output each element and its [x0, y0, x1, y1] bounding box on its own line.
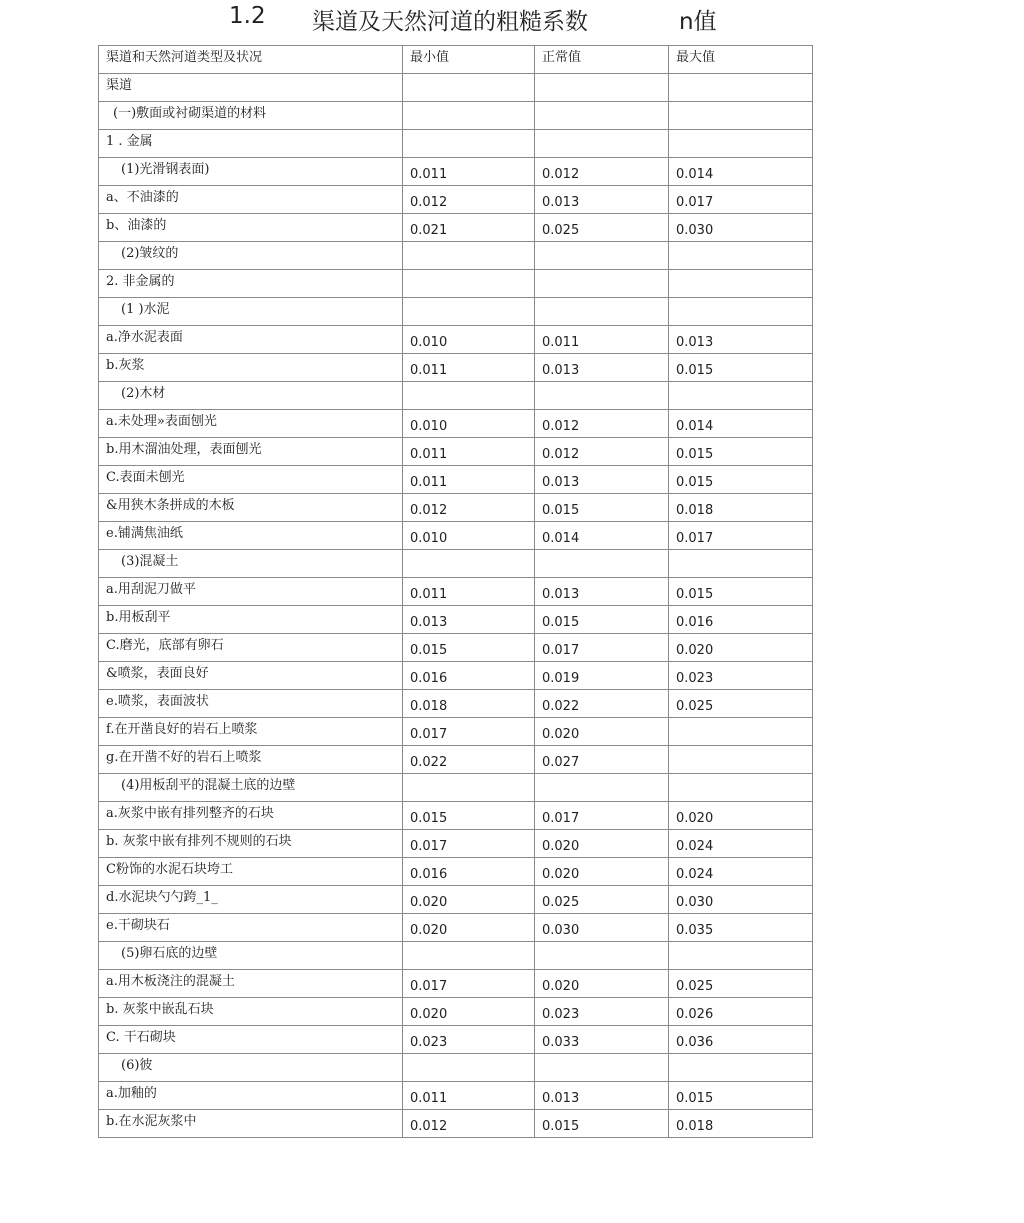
row-max-value: 0.018 — [669, 494, 813, 522]
row-normal-value: 0.027 — [535, 746, 669, 774]
table-row — [99, 466, 813, 494]
page-title — [0, 0, 1024, 40]
row-label: e.喷浆，表面波状 — [99, 690, 403, 718]
row-label: (1)光滑钢表面) — [99, 158, 403, 186]
table-row — [99, 494, 813, 522]
row-normal-value: 0.013 — [535, 1082, 669, 1110]
row-max-value — [669, 130, 813, 158]
table-row — [99, 354, 813, 382]
row-label: 渠道 — [99, 74, 403, 102]
row-normal-value: 0.033 — [535, 1026, 669, 1054]
row-max-value: 0.015 — [669, 354, 813, 382]
row-max-value: 0.026 — [669, 998, 813, 1026]
row-normal-value: 0.015 — [535, 1110, 669, 1138]
row-min-value — [403, 942, 535, 970]
table-row — [99, 410, 813, 438]
row-min-value: 0.015 — [403, 634, 535, 662]
table-row — [99, 970, 813, 998]
row-max-value: 0.035 — [669, 914, 813, 942]
row-normal-value: 0.020 — [535, 970, 669, 998]
row-min-value — [403, 382, 535, 410]
row-max-value: 0.025 — [669, 970, 813, 998]
row-min-value: 0.011 — [403, 466, 535, 494]
row-min-value: 0.011 — [403, 1082, 535, 1110]
row-min-value: 0.023 — [403, 1026, 535, 1054]
row-min-value: 0.010 — [403, 522, 535, 550]
row-normal-value: 0.023 — [535, 998, 669, 1026]
row-max-value — [669, 942, 813, 970]
row-normal-value: 0.017 — [535, 634, 669, 662]
row-min-value: 0.012 — [403, 186, 535, 214]
table-row — [99, 690, 813, 718]
row-min-value: 0.011 — [403, 578, 535, 606]
row-label: C粉饰的水泥石块垮工 — [99, 858, 403, 886]
row-min-value: 0.017 — [403, 970, 535, 998]
row-normal-value — [535, 130, 669, 158]
row-min-value: 0.018 — [403, 690, 535, 718]
row-max-value: 0.013 — [669, 326, 813, 354]
row-normal-value: 0.012 — [535, 158, 669, 186]
table-row — [99, 634, 813, 662]
row-label: a.净水泥表面 — [99, 326, 403, 354]
row-normal-value: 0.012 — [535, 410, 669, 438]
table-row — [99, 1110, 813, 1138]
table-row — [99, 914, 813, 942]
row-normal-value — [535, 774, 669, 802]
table-row — [99, 774, 813, 802]
row-label: 2. 非金属的 — [99, 270, 403, 298]
row-label: (6)彼 — [99, 1054, 403, 1082]
row-normal-value — [535, 1054, 669, 1082]
row-max-value: 0.020 — [669, 634, 813, 662]
row-max-value — [669, 242, 813, 270]
row-max-value: 0.025 — [669, 690, 813, 718]
row-max-value — [669, 746, 813, 774]
table-row — [99, 662, 813, 690]
row-min-value: 0.013 — [403, 606, 535, 634]
row-min-value: 0.017 — [403, 830, 535, 858]
row-max-value: 0.016 — [669, 606, 813, 634]
table-row — [99, 522, 813, 550]
row-min-value — [403, 74, 535, 102]
table-row — [99, 886, 813, 914]
row-label: a.灰浆中嵌有排列整齐的石块 — [99, 802, 403, 830]
table-row — [99, 606, 813, 634]
title-text: 渠道及天然河道的粗糙系数 — [312, 9, 588, 35]
title-symbol: n值 — [679, 9, 717, 35]
row-min-value: 0.011 — [403, 354, 535, 382]
row-max-value: 0.015 — [669, 438, 813, 466]
row-max-value — [669, 74, 813, 102]
row-normal-value: 0.020 — [535, 830, 669, 858]
row-label: 1 . 金属 — [99, 130, 403, 158]
row-normal-value — [535, 942, 669, 970]
row-label: (3)混凝土 — [99, 550, 403, 578]
row-label: a.加釉的 — [99, 1082, 403, 1110]
row-min-value: 0.022 — [403, 746, 535, 774]
row-min-value: 0.021 — [403, 214, 535, 242]
table-row — [99, 270, 813, 298]
table-row — [99, 186, 813, 214]
table-row — [99, 1054, 813, 1082]
table-body — [99, 74, 813, 1138]
header-normal: 正常值 — [535, 46, 669, 74]
row-label: b、油漆的 — [99, 214, 403, 242]
row-min-value: 0.016 — [403, 858, 535, 886]
row-normal-value — [535, 74, 669, 102]
row-label: b.灰浆 — [99, 354, 403, 382]
row-label: (一)敷面或衬砌渠道的材料 — [99, 102, 403, 130]
row-max-value: 0.024 — [669, 858, 813, 886]
title-number: 1.2 — [229, 3, 266, 29]
table-row — [99, 158, 813, 186]
row-max-value: 0.014 — [669, 410, 813, 438]
row-normal-value — [535, 270, 669, 298]
row-label: (2)木材 — [99, 382, 403, 410]
table-row — [99, 298, 813, 326]
header-type: 渠道和天然河道类型及状况 — [99, 46, 403, 74]
row-min-value: 0.020 — [403, 914, 535, 942]
row-label: e.干砌块石 — [99, 914, 403, 942]
row-max-value — [669, 102, 813, 130]
row-normal-value — [535, 242, 669, 270]
table-row — [99, 438, 813, 466]
row-label: (4)用板刮平的混凝土底的边壁 — [99, 774, 403, 802]
row-label: a.用刮泥刀做平 — [99, 578, 403, 606]
row-label: C.表面未刨光 — [99, 466, 403, 494]
row-min-value — [403, 298, 535, 326]
row-normal-value: 0.013 — [535, 186, 669, 214]
row-normal-value — [535, 102, 669, 130]
row-max-value — [669, 550, 813, 578]
row-max-value — [669, 718, 813, 746]
table-row — [99, 746, 813, 774]
row-max-value: 0.023 — [669, 662, 813, 690]
row-normal-value — [535, 298, 669, 326]
row-normal-value: 0.013 — [535, 466, 669, 494]
row-normal-value: 0.022 — [535, 690, 669, 718]
row-label: f.在开凿良好的岩石上喷浆 — [99, 718, 403, 746]
row-min-value: 0.015 — [403, 802, 535, 830]
row-normal-value: 0.015 — [535, 494, 669, 522]
row-min-value: 0.016 — [403, 662, 535, 690]
row-min-value: 0.010 — [403, 410, 535, 438]
row-label: a.用木板浇注的混凝土 — [99, 970, 403, 998]
row-max-value: 0.015 — [669, 466, 813, 494]
row-normal-value: 0.020 — [535, 858, 669, 886]
row-max-value — [669, 774, 813, 802]
header-min: 最小值 — [403, 46, 535, 74]
row-max-value: 0.015 — [669, 578, 813, 606]
row-normal-value: 0.012 — [535, 438, 669, 466]
row-normal-value: 0.015 — [535, 606, 669, 634]
row-min-value — [403, 774, 535, 802]
table-row — [99, 942, 813, 970]
row-normal-value: 0.017 — [535, 802, 669, 830]
table-row — [99, 130, 813, 158]
row-max-value: 0.030 — [669, 886, 813, 914]
row-max-value — [669, 298, 813, 326]
row-min-value: 0.020 — [403, 998, 535, 1026]
row-max-value: 0.024 — [669, 830, 813, 858]
roughness-table — [98, 45, 813, 1138]
row-label: b.在水泥灰浆中 — [99, 1110, 403, 1138]
row-label: (1 )水泥 — [99, 298, 403, 326]
table-row — [99, 102, 813, 130]
row-max-value: 0.018 — [669, 1110, 813, 1138]
row-normal-value: 0.025 — [535, 886, 669, 914]
row-label: b. 灰浆中嵌有排列不规则的石块 — [99, 830, 403, 858]
row-normal-value: 0.013 — [535, 578, 669, 606]
row-label: a、不油漆的 — [99, 186, 403, 214]
header-max: 最大值 — [669, 46, 813, 74]
row-min-value — [403, 242, 535, 270]
row-min-value — [403, 130, 535, 158]
row-max-value: 0.017 — [669, 522, 813, 550]
table-row — [99, 382, 813, 410]
row-normal-value: 0.011 — [535, 326, 669, 354]
row-min-value: 0.020 — [403, 886, 535, 914]
table-row — [99, 830, 813, 858]
row-label: b. 灰浆中嵌乱石块 — [99, 998, 403, 1026]
row-normal-value — [535, 550, 669, 578]
row-max-value: 0.020 — [669, 802, 813, 830]
table-row — [99, 802, 813, 830]
table-row — [99, 74, 813, 102]
table-row — [99, 718, 813, 746]
row-min-value: 0.011 — [403, 438, 535, 466]
row-min-value — [403, 1054, 535, 1082]
row-max-value: 0.017 — [669, 186, 813, 214]
row-label: C. 干石砌块 — [99, 1026, 403, 1054]
row-max-value: 0.015 — [669, 1082, 813, 1110]
row-normal-value: 0.025 — [535, 214, 669, 242]
row-max-value — [669, 382, 813, 410]
table-row — [99, 578, 813, 606]
row-min-value — [403, 102, 535, 130]
row-label: e.铺满焦油纸 — [99, 522, 403, 550]
row-label: &喷浆，表面良好 — [99, 662, 403, 690]
table-row — [99, 242, 813, 270]
row-label: (2)皱纹的 — [99, 242, 403, 270]
row-max-value — [669, 270, 813, 298]
row-label: b.用木溜油处理，表面刨光 — [99, 438, 403, 466]
row-normal-value: 0.020 — [535, 718, 669, 746]
row-normal-value — [535, 382, 669, 410]
row-min-value: 0.017 — [403, 718, 535, 746]
row-normal-value: 0.030 — [535, 914, 669, 942]
table-row — [99, 326, 813, 354]
row-min-value — [403, 270, 535, 298]
row-min-value — [403, 550, 535, 578]
row-normal-value: 0.014 — [535, 522, 669, 550]
table-row — [99, 550, 813, 578]
row-normal-value: 0.019 — [535, 662, 669, 690]
row-label: d.水泥块勺勺跨_1_ — [99, 886, 403, 914]
table-row — [99, 214, 813, 242]
row-max-value: 0.030 — [669, 214, 813, 242]
row-min-value: 0.010 — [403, 326, 535, 354]
row-label: a.未处理»表面刨光 — [99, 410, 403, 438]
row-label: &用狭木条拼成的木板 — [99, 494, 403, 522]
row-max-value: 0.036 — [669, 1026, 813, 1054]
table-header-row — [99, 46, 813, 74]
table-row — [99, 1026, 813, 1054]
table-row — [99, 858, 813, 886]
row-max-value — [669, 1054, 813, 1082]
row-max-value: 0.014 — [669, 158, 813, 186]
row-label: C.磨光，底部有卵石 — [99, 634, 403, 662]
row-normal-value: 0.013 — [535, 354, 669, 382]
row-label: g.在开凿不好的岩石上喷浆 — [99, 746, 403, 774]
row-label: (5)卵石底的边壁 — [99, 942, 403, 970]
table-row — [99, 1082, 813, 1110]
row-min-value: 0.012 — [403, 494, 535, 522]
row-min-value: 0.011 — [403, 158, 535, 186]
row-min-value: 0.012 — [403, 1110, 535, 1138]
table-row — [99, 998, 813, 1026]
row-label: b.用板刮平 — [99, 606, 403, 634]
